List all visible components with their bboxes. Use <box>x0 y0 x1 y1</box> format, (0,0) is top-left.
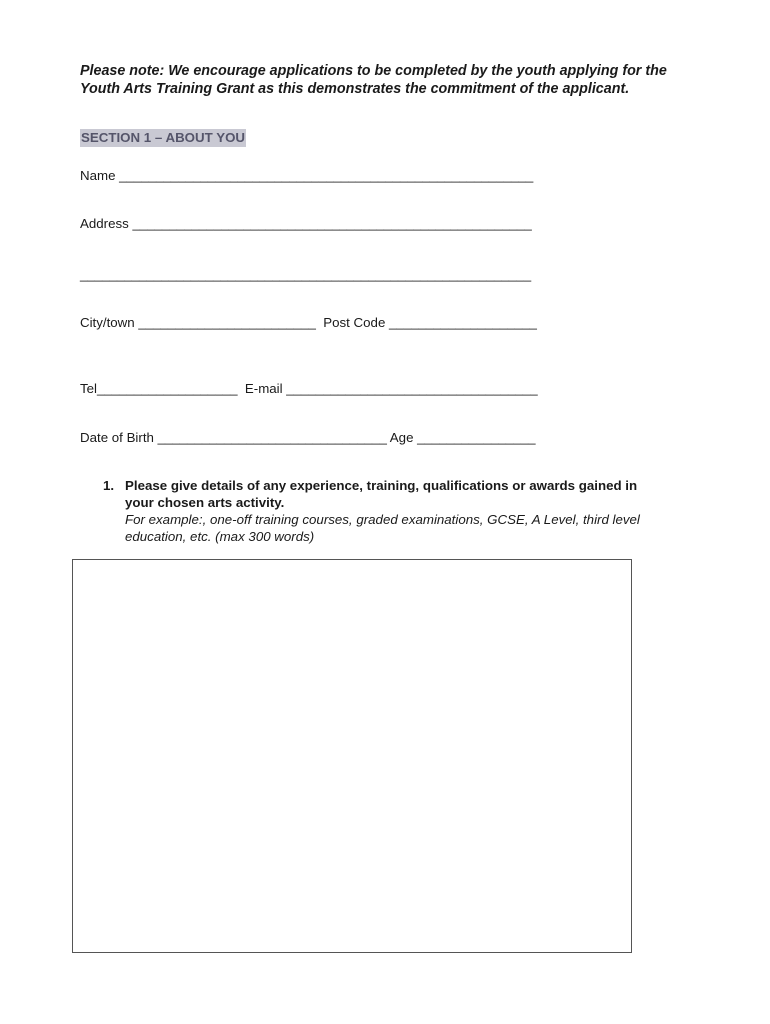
answer-text-box[interactable] <box>72 559 632 953</box>
city-postcode-fields[interactable]: City/town ________________________ Post Code ____________________ <box>80 315 537 330</box>
application-note: Please note: We encourage applications to be completed by the youth applying for the Youth Arts Training Grant as this demonstrates the commitment of the applicant. <box>80 63 667 97</box>
address-field-line-2[interactable]: _____________________________________________________________ <box>80 267 532 282</box>
tel-email-fields[interactable]: Tel___________________ E-mail __________________________________ <box>80 381 538 396</box>
dob-age-fields[interactable]: Date of Birth _______________________________ Age ________________ <box>80 430 536 445</box>
name-field[interactable]: Name ________________________________________________________ <box>80 168 534 183</box>
section-heading: SECTION 1 – ABOUT YOU <box>81 130 246 145</box>
address-field[interactable]: Address ______________________________________________________ <box>80 216 532 231</box>
question-title: Please give details of any experience, training, qualifications or awards gained in your chosen arts activity. <box>125 478 638 510</box>
question-1 <box>125 477 665 545</box>
question-number: 1. <box>103 478 115 493</box>
question-hint: For example:, one-off training courses, graded examinations, GCSE, A Level, third level education, etc. (max 300 words) <box>125 512 640 544</box>
